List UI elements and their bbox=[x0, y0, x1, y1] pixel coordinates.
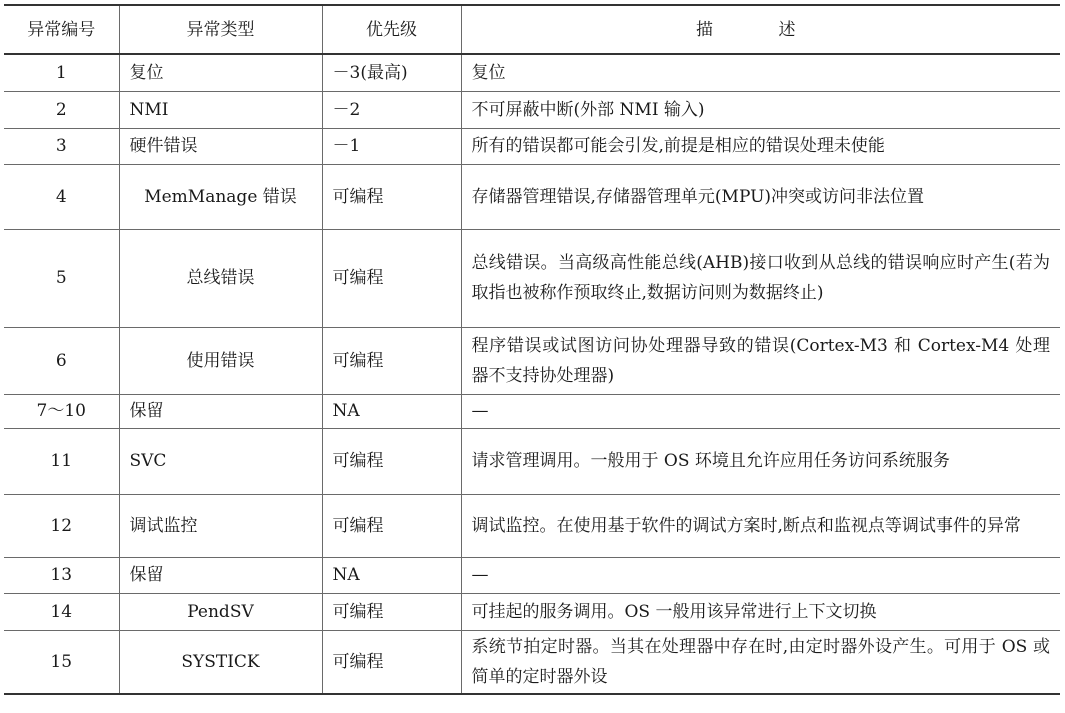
cell-priority: 可编程 bbox=[322, 229, 461, 327]
cell-type: 总线错误 bbox=[119, 229, 322, 327]
cell-description: 不可屏蔽中断(外部 NMI 输入) bbox=[461, 91, 1060, 128]
cell-priority: NA bbox=[322, 394, 461, 428]
cell-number: 11 bbox=[4, 428, 119, 494]
cell-description: 请求管理调用。一般用于 OS 环境且允许应用任务访问系统服务 bbox=[461, 428, 1060, 494]
cell-priority: 可编程 bbox=[322, 593, 461, 630]
cell-type: 使用错误 bbox=[119, 327, 322, 394]
cell-number: 6 bbox=[4, 327, 119, 394]
header-number: 异常编号 bbox=[4, 5, 119, 54]
cell-type: 复位 bbox=[119, 54, 322, 91]
cell-priority: 可编程 bbox=[322, 428, 461, 494]
cell-number: 2 bbox=[4, 91, 119, 128]
table-row bbox=[4, 327, 1060, 394]
table-row bbox=[4, 91, 1060, 128]
cell-description: 系统节拍定时器。当其在处理器中存在时,由定时器外设产生。可用于 OS 或简单的定时器外设 bbox=[461, 630, 1060, 694]
cell-priority: －2 bbox=[322, 91, 461, 128]
cell-priority: －1 bbox=[322, 128, 461, 164]
cell-number: 4 bbox=[4, 164, 119, 229]
table-row bbox=[4, 428, 1060, 494]
table-row bbox=[4, 593, 1060, 630]
cell-description: — bbox=[461, 394, 1060, 428]
cell-type: PendSV bbox=[119, 593, 322, 630]
cell-description: 可挂起的服务调用。OS 一般用该异常进行上下文切换 bbox=[461, 593, 1060, 630]
cell-priority: 可编程 bbox=[322, 164, 461, 229]
cell-description: 存储器管理错误,存储器管理单元(MPU)冲突或访问非法位置 bbox=[461, 164, 1060, 229]
cell-number: 5 bbox=[4, 229, 119, 327]
cell-number: 15 bbox=[4, 630, 119, 694]
table-body bbox=[4, 54, 1060, 694]
cell-description: 程序错误或试图访问协处理器导致的错误(Cortex-M3 和 Cortex-M4 处理器不支持协处理器) bbox=[461, 327, 1060, 394]
cell-priority: 可编程 bbox=[322, 494, 461, 557]
table-row bbox=[4, 54, 1060, 91]
table-row bbox=[4, 164, 1060, 229]
cell-number: 1 bbox=[4, 54, 119, 91]
cell-type: 调试监控 bbox=[119, 494, 322, 557]
header-type: 异常类型 bbox=[119, 5, 322, 54]
header-row bbox=[4, 5, 1060, 54]
table-row bbox=[4, 494, 1060, 557]
cell-priority: 可编程 bbox=[322, 630, 461, 694]
header-description: 描 述 bbox=[461, 5, 1060, 54]
cell-description: — bbox=[461, 557, 1060, 593]
cell-number: 14 bbox=[4, 593, 119, 630]
cell-type: 保留 bbox=[119, 394, 322, 428]
cell-description: 所有的错误都可能会引发,前提是相应的错误处理未使能 bbox=[461, 128, 1060, 164]
cell-number: 3 bbox=[4, 128, 119, 164]
cell-priority: NA bbox=[322, 557, 461, 593]
cell-type: NMI bbox=[119, 91, 322, 128]
cell-type: SVC bbox=[119, 428, 322, 494]
header-priority: 优先级 bbox=[322, 5, 461, 54]
cell-priority: －3(最高) bbox=[322, 54, 461, 91]
cell-number: 7～10 bbox=[4, 394, 119, 428]
cell-priority: 可编程 bbox=[322, 327, 461, 394]
cell-description: 总线错误。当高级高性能总线(AHB)接口收到从总线的错误响应时产生(若为取指也被称作预取终止,数据访问则为数据终止) bbox=[461, 229, 1060, 327]
table-row bbox=[4, 128, 1060, 164]
cell-type: 硬件错误 bbox=[119, 128, 322, 164]
cell-description: 调试监控。在使用基于软件的调试方案时,断点和监视点等调试事件的异常 bbox=[461, 494, 1060, 557]
cell-type: MemManage 错误 bbox=[119, 164, 322, 229]
cell-type: SYSTICK bbox=[119, 630, 322, 694]
cell-number: 12 bbox=[4, 494, 119, 557]
table-header bbox=[4, 5, 1060, 54]
table-row bbox=[4, 229, 1060, 327]
table-row bbox=[4, 394, 1060, 428]
table-row bbox=[4, 557, 1060, 593]
exception-table bbox=[4, 4, 1060, 695]
cell-description: 复位 bbox=[461, 54, 1060, 91]
cell-number: 13 bbox=[4, 557, 119, 593]
cell-type: 保留 bbox=[119, 557, 322, 593]
table-row bbox=[4, 630, 1060, 694]
